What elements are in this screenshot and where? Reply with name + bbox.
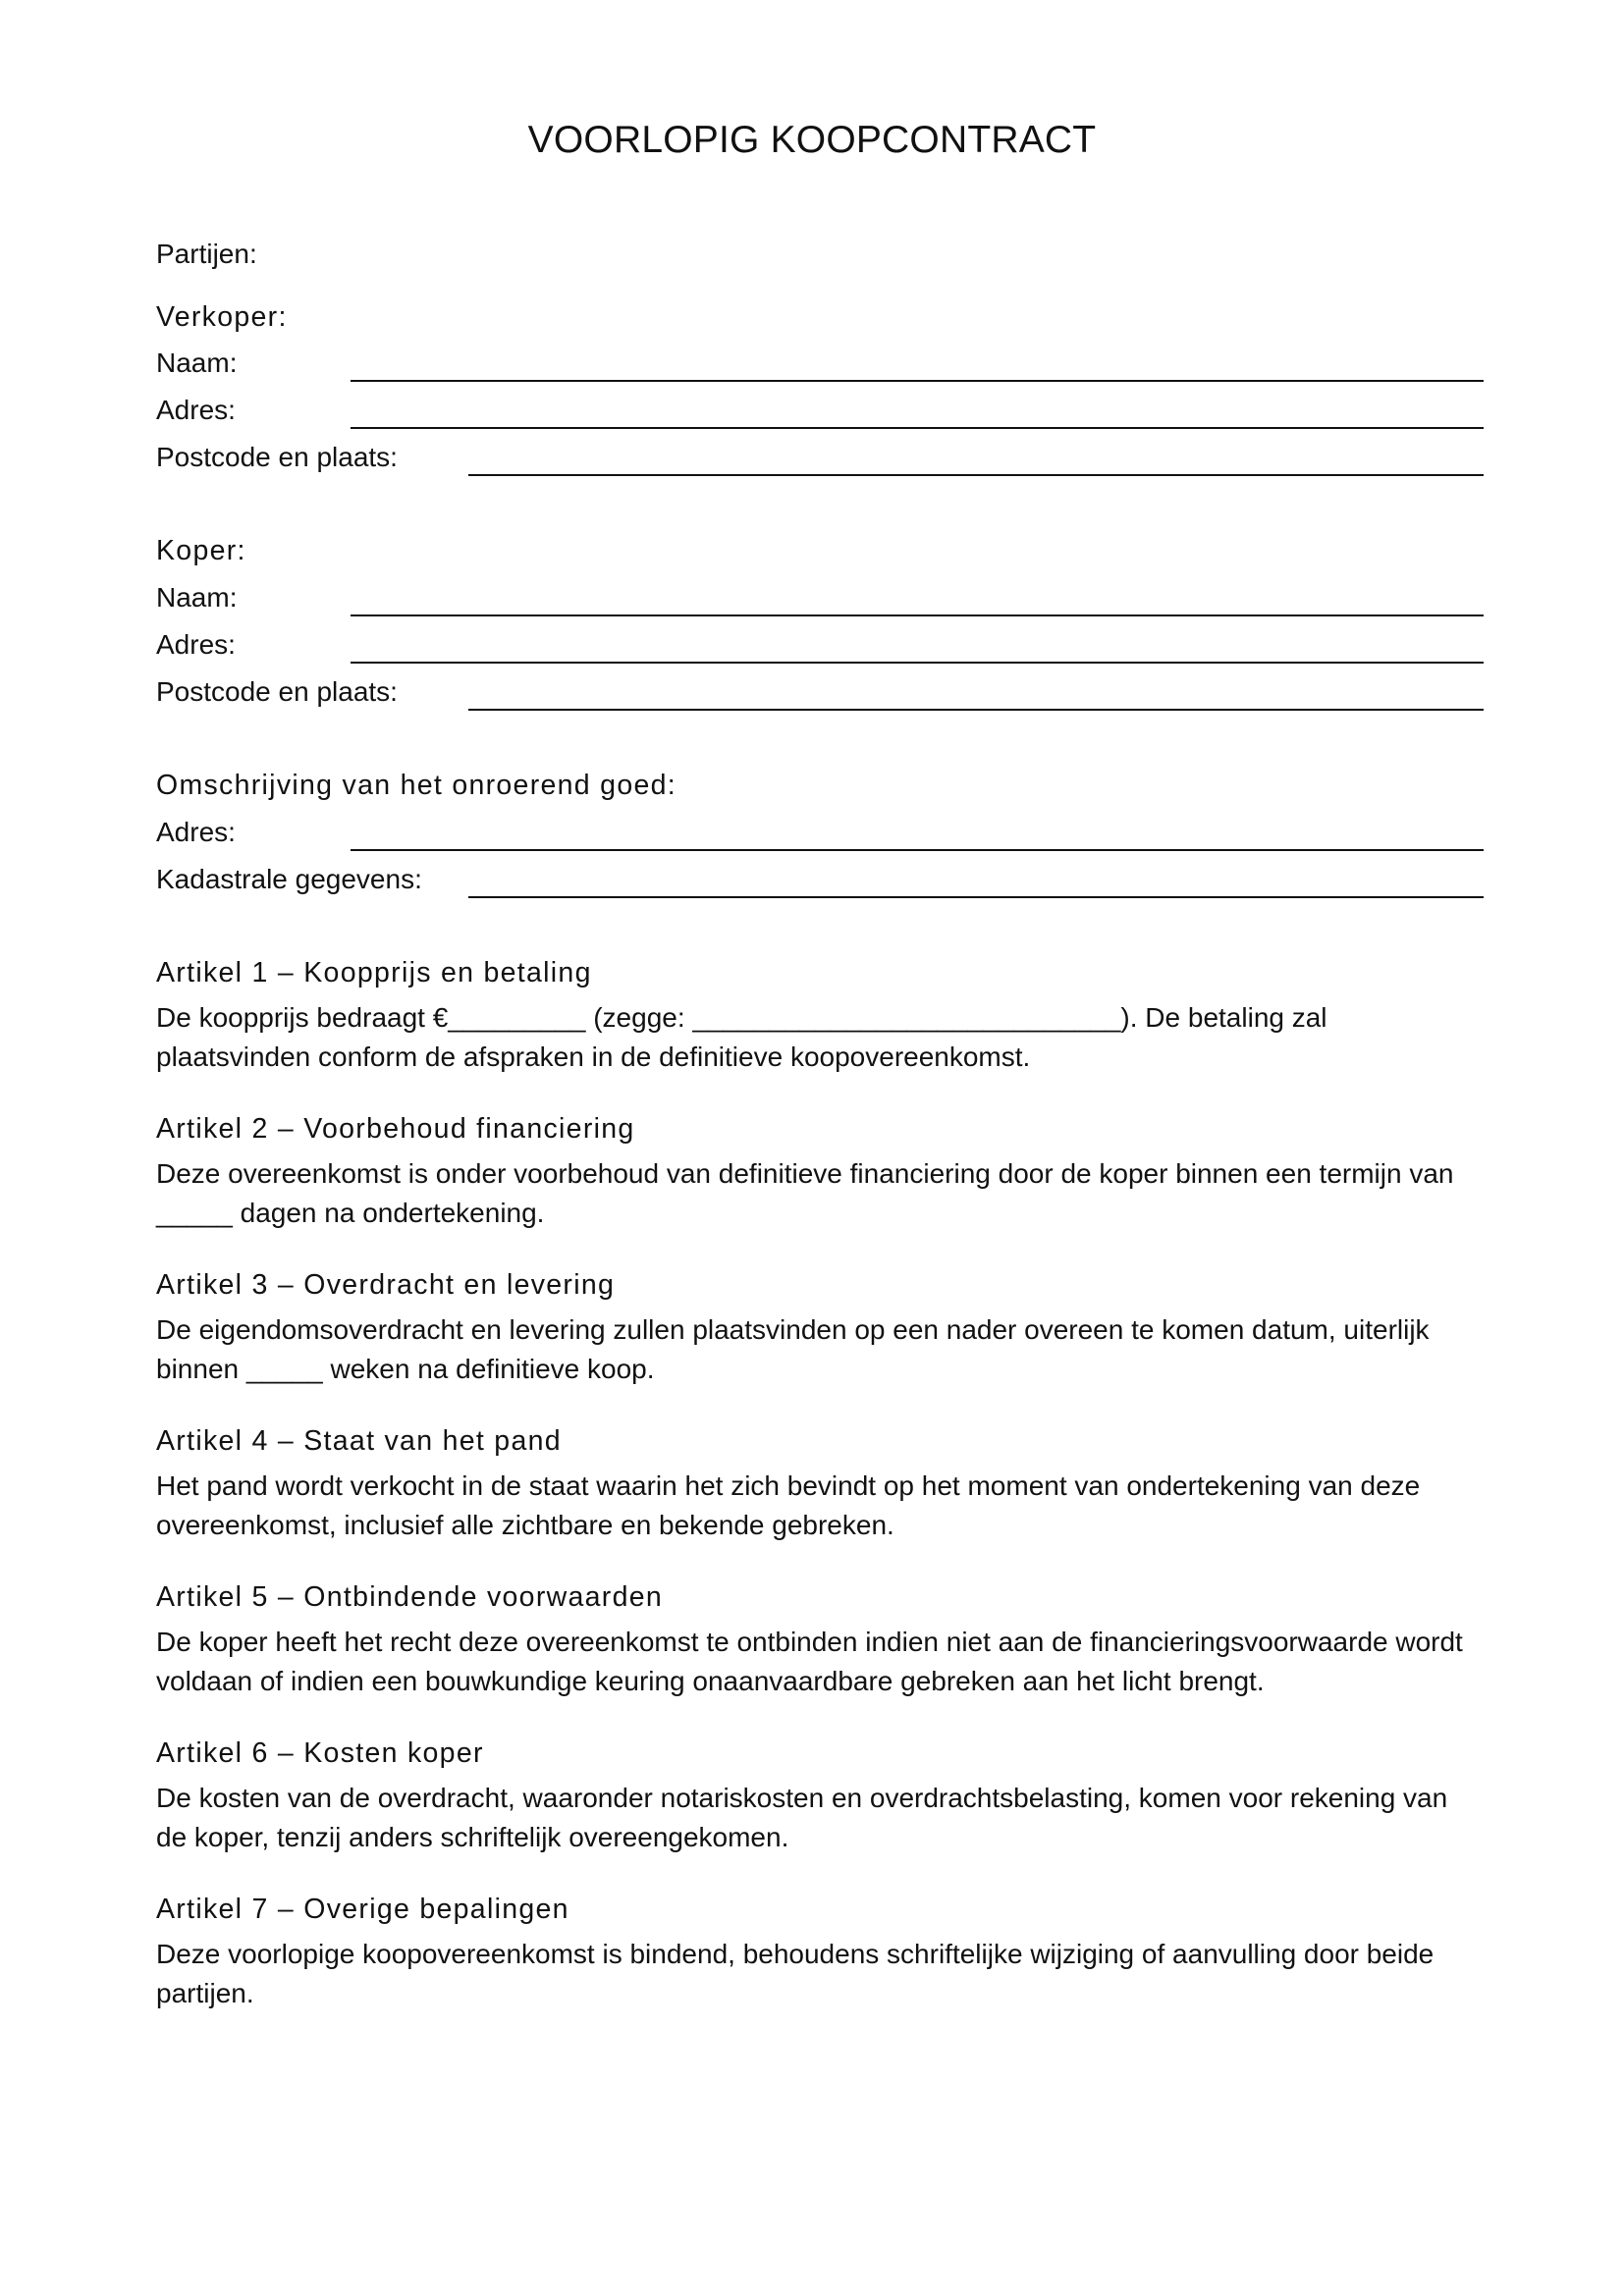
- article-6-line-1: De kosten van de overdracht, waaronder notariskosten en overdrachtsbelasting, komen voor rekening van: [156, 1783, 1448, 1813]
- article-5-body: [156, 1623, 1531, 1701]
- article-1-line-2: plaatsvinden conform de afspraken in de definitieve koopovereenkomst.: [156, 1041, 1031, 1072]
- property-address-field-line[interactable]: [351, 849, 1484, 851]
- article-1-body: [156, 998, 1531, 1077]
- buyer-name-label: Naam:: [156, 582, 238, 613]
- article-4-heading: Artikel 4 – Staat van het pand: [156, 1425, 562, 1457]
- article-7-line-2: partijen.: [156, 1978, 254, 2008]
- seller-postal-label: Postcode en plaats:: [156, 442, 398, 472]
- article-4-line-2: overeenkomst, inclusief alle zichtbare en bekende gebreken.: [156, 1510, 894, 1540]
- article-2-body: [156, 1154, 1531, 1233]
- property-cadastral-label: Kadastrale gegevens:: [156, 864, 422, 894]
- buyer-address-field-line[interactable]: [351, 662, 1484, 664]
- article-6-heading: Artikel 6 – Kosten koper: [156, 1737, 484, 1769]
- article-1-heading: Artikel 1 – Koopprijs en betaling: [156, 957, 592, 988]
- seller-address-field-line[interactable]: [351, 427, 1484, 429]
- article-3-heading: Artikel 3 – Overdracht en levering: [156, 1269, 616, 1301]
- seller-heading: Verkoper:: [156, 301, 288, 333]
- article-5-line-2: voldaan of indien een bouwkundige keuring onaanvaardbare gebreken aan het licht brengt.: [156, 1666, 1265, 1696]
- article-2-heading: Artikel 2 – Voorbehoud financiering: [156, 1113, 635, 1145]
- article-3-line-1: De eigendomsoverdracht en levering zullen plaatsvinden op een nader overeen te komen datum, uiterlijk: [156, 1314, 1430, 1345]
- buyer-heading: Koper:: [156, 535, 246, 566]
- article-2-line-1: Deze overeenkomst is onder voorbehoud van definitieve financiering door de koper binnen een termijn van: [156, 1158, 1454, 1189]
- article-6-body: [156, 1779, 1531, 1857]
- article-4-body: [156, 1467, 1531, 1545]
- buyer-name-field-line[interactable]: [351, 614, 1484, 616]
- article-7-heading: Artikel 7 – Overige bepalingen: [156, 1894, 569, 1925]
- article-7-body: [156, 1935, 1531, 2013]
- property-heading: Omschrijving van het onroerend goed:: [156, 770, 677, 801]
- article-2-line-2: _____ dagen na ondertekening.: [156, 1198, 545, 1228]
- article-5-line-1: De koper heeft het recht deze overeenkomst te ontbinden indien niet aan de financieringsvoorwaarde wordt: [156, 1627, 1463, 1657]
- property-address-label: Adres:: [156, 817, 236, 847]
- article-4-line-1: Het pand wordt verkocht in de staat waarin het zich bevindt op het moment van ondertekening van deze: [156, 1470, 1421, 1501]
- seller-name-field-line[interactable]: [351, 380, 1484, 382]
- seller-name-label: Naam:: [156, 347, 238, 378]
- article-5-heading: Artikel 5 – Ontbindende voorwaarden: [156, 1581, 664, 1613]
- document-title: VOORLOPIG KOOPCONTRACT: [527, 119, 1097, 161]
- article-7-line-1: Deze voorlopige koopovereenkomst is bindend, behoudens schriftelijke wijziging of aanvulling door beide: [156, 1939, 1435, 1969]
- buyer-address-label: Adres:: [156, 629, 236, 660]
- article-1-line-1: De koopprijs bedraagt €_________ (zegge: ____________________________). De betaling zal: [156, 1002, 1327, 1033]
- seller-address-label: Adres:: [156, 395, 236, 425]
- article-3-line-2: binnen _____ weken na definitieve koop.: [156, 1354, 655, 1384]
- buyer-postal-field-line[interactable]: [468, 709, 1484, 711]
- property-cadastral-field-line[interactable]: [468, 896, 1484, 898]
- seller-postal-field-line[interactable]: [468, 474, 1484, 476]
- buyer-postal-label: Postcode en plaats:: [156, 676, 398, 707]
- parties-label: Partijen:: [156, 239, 257, 269]
- article-3-body: [156, 1310, 1531, 1389]
- article-6-line-2: de koper, tenzij anders schriftelijk overeengekomen.: [156, 1822, 789, 1852]
